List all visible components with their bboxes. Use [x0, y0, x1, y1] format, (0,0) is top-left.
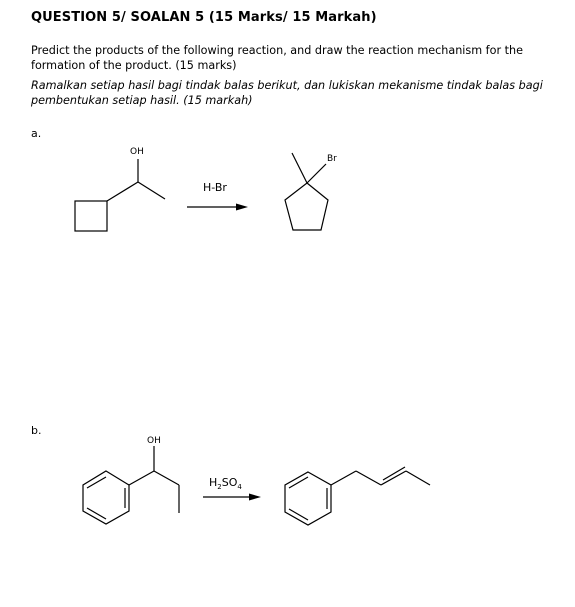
aromatic-double-p1: [289, 477, 308, 488]
reaction-arrow-a-head: [236, 204, 248, 211]
part-a-arrow-group: [187, 181, 248, 211]
bond-ring-to-ch2: [129, 471, 154, 485]
question-title: QUESTION 5/ SOALAN 5 (15 Marks/ 15 Markah): [31, 10, 377, 25]
cyclopentane-ring: [285, 183, 328, 230]
instruction-english: Predict the products of the following reaction, and draw the reaction mechanism for the formation of the product. (15 marks): [31, 44, 523, 72]
reagent-hbr: H-Br: [203, 181, 227, 194]
part-a-reactant-structure: [75, 147, 165, 231]
part-a-product-structure: [285, 153, 337, 230]
bond-ring-to-vinyl: [331, 471, 356, 485]
aromatic-double-1: [87, 477, 106, 488]
instruction-malay: Ramalkan setiap hasil bagi tindak balas berikut, dan lukiskan mekanisme tindak balas bagi pembentukan setiap hasil. (15 markah): [31, 79, 543, 107]
benzene-ring-reactant: [83, 471, 129, 524]
part-b-arrow-group: [203, 476, 261, 501]
reagent-h2so4: $H_2SO_4$: [209, 476, 242, 491]
part-b-label: b.: [31, 424, 42, 437]
part-b-reactant-structure: [83, 436, 179, 524]
br-label: Br: [327, 154, 337, 164]
bond-ch2-to-carbinol: [154, 471, 179, 485]
cyclobutane-ring: [75, 201, 107, 231]
bond-c-br: [307, 164, 326, 183]
part-a-label: a.: [31, 127, 42, 140]
oh-label-a: OH: [130, 147, 144, 157]
bond-vinyl-to-alkene: [356, 471, 381, 485]
bond-terminal-methyl: [406, 471, 430, 485]
aromatic-double-3: [87, 508, 106, 519]
oh-label-b: OH: [147, 436, 161, 446]
bond-carbinol-to-methyl: [138, 182, 165, 199]
aromatic-double-p3: [289, 509, 308, 520]
reaction-arrow-b-head: [249, 494, 261, 501]
benzene-ring-product: [285, 472, 331, 525]
bond-quaternary-to-methyl: [292, 153, 307, 183]
bond-ring-to-carbinol: [107, 182, 138, 201]
part-b-product-structure: [285, 467, 430, 525]
